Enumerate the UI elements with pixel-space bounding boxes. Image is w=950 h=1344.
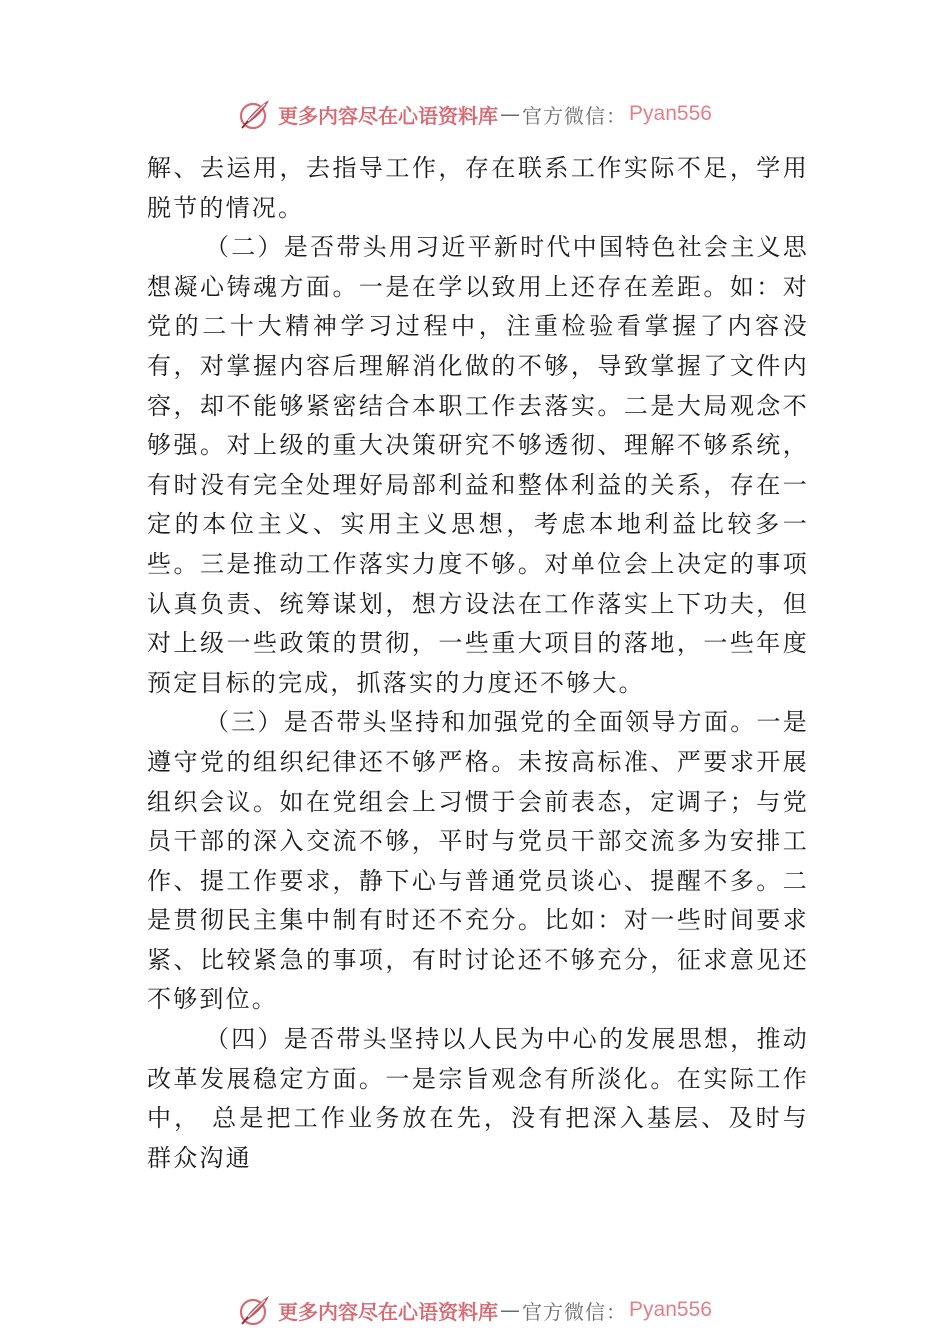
watermark-official-label: 官方微信： <box>522 103 628 128</box>
watermark-separator: — <box>500 1298 521 1322</box>
paragraph: （四）是否带头坚持以人民为中心的发展思想，推动改革发展稳定方面。一是宗旨观念有所淡化。在实际工作中， 总是把工作业务放在先，没有把深入基层、及时与群众沟通 <box>147 1025 809 1172</box>
watermark-separator: — <box>500 102 521 126</box>
watermark-wechat-id: Pyan556 <box>629 1298 712 1321</box>
quill-feather-logo-icon <box>238 97 272 131</box>
paragraph: 解、去运用，去指导工作，存在联系工作实际不足，学用脱节的情况。 <box>147 154 809 222</box>
paragraph: （三）是否带头坚持和加强党的全面领导方面。一是遵守党的组织纪律还不够严格。未按高标准、严要求开展组织会议。如在党组会上习惯于会前表态，定调子；与党员干部的深入交流不够，平时与党员干部交流多为安排工作、提工作要求，静下心与普通党员谈心、提醒不多。二是贯彻民主集中制有时还不充分。比如：对一些时间要求紧、比较紧急的事项，有时讨论还不够充分，征求意见还不够到位。 <box>147 708 809 1014</box>
paragraph: （二）是否带头用习近平新时代中国特色社会主义思想凝心铸魂方面。一是在学以致用上还存在差距。如：对党的二十大精神学习过程中，注重检验看掌握了内容没有，对掌握内容后理解消化做的不够，导致掌握了文件内容，却不能够紧密结合本职工作去落实。二是大局观念不够强。对上级的重大决策研究不够透彻、理解不够系统，有时没有完全处理好局部利益和整体利益的关系，存在一定的本位主义、实用主义思想，考虑本地利益比较多一些。三是推动工作落实力度不够。对单位会上决定的事项认真负责、统筹谋划，想方设法在工作落实上下功夫，但对上级一些政策的贯彻，一些重大项目的落地，一些年度预定目标的完成，抓落实的力度还不够大。 <box>147 233 809 697</box>
footer-watermark-banner <box>0 1290 950 1330</box>
document-body <box>147 149 809 1178</box>
header-watermark-banner <box>0 94 950 134</box>
watermark-brand-text: 更多内容尽在心语资料库 <box>278 1299 499 1324</box>
watermark-official-label: 官方微信： <box>522 1299 628 1324</box>
quill-feather-logo-icon <box>238 1293 272 1327</box>
watermark-wechat-id: Pyan556 <box>629 102 712 125</box>
watermark-brand-text: 更多内容尽在心语资料库 <box>278 103 499 128</box>
